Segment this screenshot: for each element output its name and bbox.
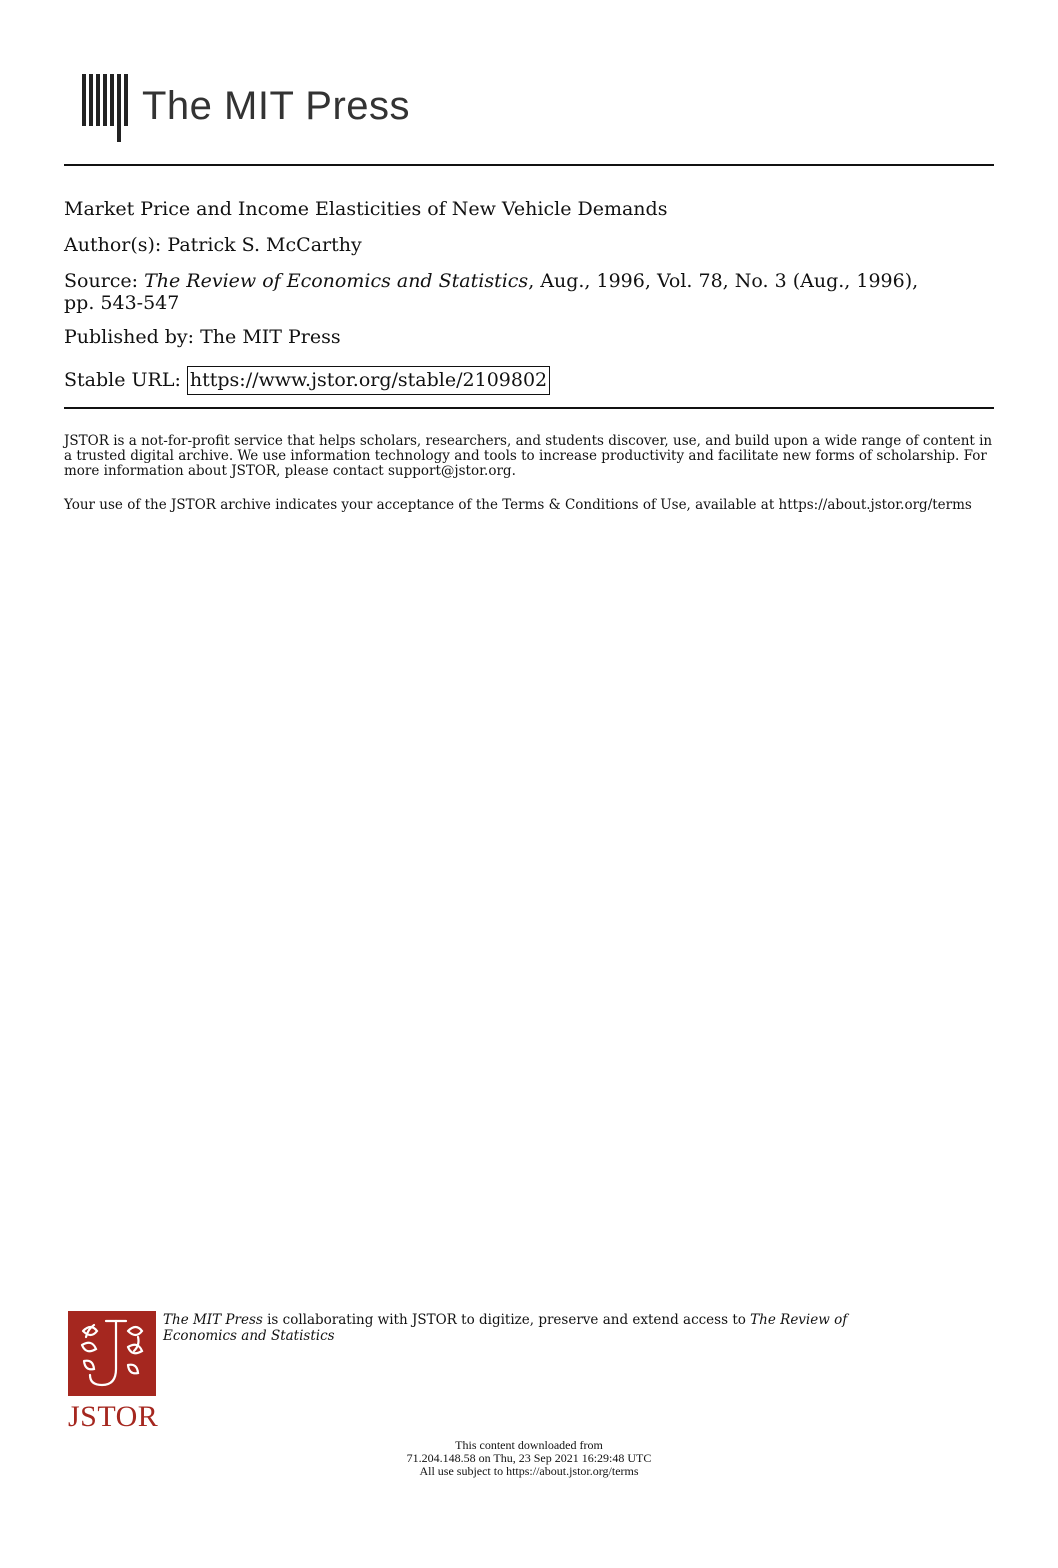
jstor-logo (68, 1311, 159, 1434)
collaboration-journal: The Review of Economics and Statistics (163, 1312, 848, 1344)
terms-notice-paragraph: Your use of the JSTOR archive indicates your acceptance of the Terms & Conditions of Use, available at https://about.jstor.org/terms (64, 497, 972, 513)
footer-line-1: This content downloaded from (455, 1438, 603, 1452)
collaboration-statement (163, 1312, 883, 1344)
jstor-notice-paragraph: JSTOR is a not-for-profit service that helps scholars, researchers, and students discover, use, and build upon a wide range of content in a trusted digital archive. We use information technology and tools to increase productivity and facilitate new forms of scholarship. For more information about JSTOR, please contact support@jstor.org. (64, 433, 993, 479)
published-by-name: The MIT Press (200, 326, 341, 348)
mit-press-logo-bars-icon (82, 74, 128, 142)
source-pages: pp. 543-547 (64, 292, 180, 314)
source-label: Source: (64, 270, 139, 292)
footer-line-2: 71.204.148.58 on Thu, 23 Sep 2021 16:29:48 UTC (406, 1451, 652, 1465)
footer-line-3: All use subject to https://about.jstor.org/terms (419, 1464, 639, 1478)
stable-url-line (64, 369, 994, 391)
mit-press-logo (82, 74, 410, 142)
mit-press-logo-text: The MIT Press (142, 83, 411, 128)
stable-url-link[interactable]: https://www.jstor.org/stable/2109802 (187, 366, 550, 395)
top-divider (64, 164, 994, 166)
author-line (64, 234, 994, 256)
collaboration-publisher: The MIT Press (163, 1312, 263, 1328)
download-footer (0, 1439, 1058, 1478)
published-by-line (64, 326, 994, 348)
source-details: , Aug., 1996, Vol. 78, No. 3 (Aug., 1996), (528, 270, 919, 292)
jstor-wordmark: JSTOR (68, 1400, 159, 1433)
jstor-emblem-icon (68, 1311, 156, 1396)
source-line (64, 270, 994, 314)
bottom-divider (64, 407, 994, 409)
author-name: Patrick S. McCarthy (167, 234, 362, 256)
collaboration-text: is collaborating with JSTOR to digitize, preserve and extend access to (262, 1312, 751, 1328)
source-journal: The Review of Economics and Statistics (144, 270, 529, 292)
published-by-label: Published by: (64, 326, 195, 348)
author-label: Author(s): (64, 234, 162, 256)
article-title: Market Price and Income Elasticities of New Vehicle Demands (64, 198, 668, 220)
stable-url-label: Stable URL: (64, 369, 181, 391)
